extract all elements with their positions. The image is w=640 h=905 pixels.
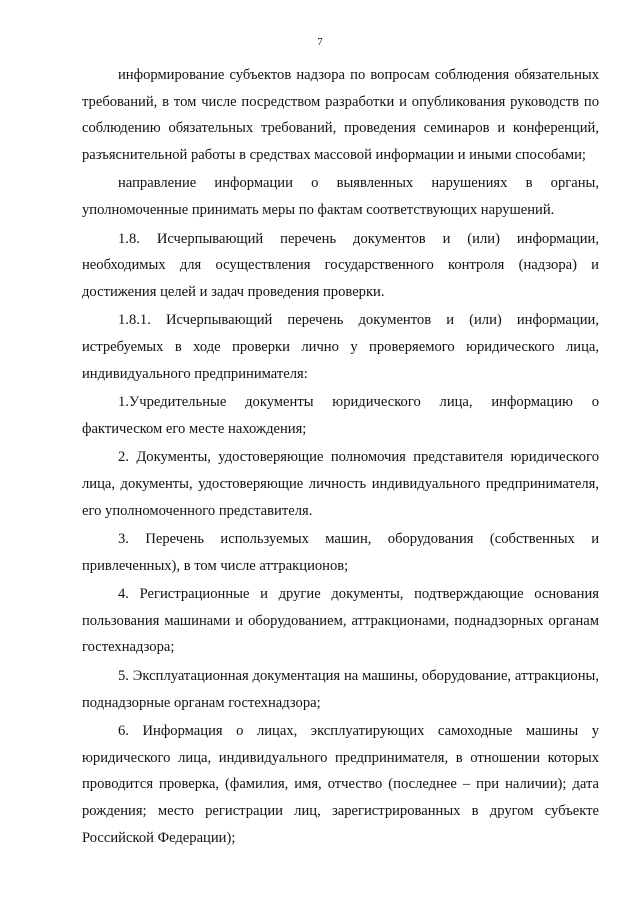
document-body [82, 62, 599, 851]
list-item-1: 1.Учредительные документы юридического лица, информацию о фактическом его месте нахождения; [82, 394, 599, 437]
list-item-2: 2. Документы, удостоверяющие полномочия представителя юридического лица, документы, удостоверяющие личность индивидуального предпринимателя, его уполномоченного представителя. [82, 449, 599, 519]
paragraph-1-8: 1.8. Исчерпывающий перечень документов и (или) информации, необходимых для осуществления государственного контроля (надзора) и достижения целей и задач проведения проверки. [82, 230, 599, 300]
paragraph-violation-info: направление информации о выявленных нарушениях в органы, уполномоченные принимать меры по фактам соответствующих нарушений. [82, 175, 599, 218]
paragraph-informing: информирование субъектов надзора по вопросам соблюдения обязательных требований, в том числе посредством разработки и опубликования руководств по соблюдению обязательных требований, проведения семинаров и конференций, разъяснительной работы в средствах массовой информации и иными способами; [82, 67, 599, 163]
paragraph-1-8-1: 1.8.1. Исчерпывающий перечень документов и (или) информации, истребуемых в ходе проверки лично у проверяемого юридического лица, индивидуального предпринимателя: [82, 312, 599, 382]
page-number: 7 [317, 36, 323, 48]
list-item-4: 4. Регистрационные и другие документы, подтверждающие основания пользования машинами и оборудованием, аттракционами, поднадзорных органам гостехнадзора; [82, 586, 599, 656]
list-item-3: 3. Перечень используемых машин, оборудования (собственных и привлеченных), в том числе аттракционов; [82, 531, 599, 574]
list-item-5: 5. Эксплуатационная документация на машины, оборудование, аттракционы, поднадзорные органам гостехнадзора; [82, 668, 599, 711]
list-item-6: 6. Информация о лицах, эксплуатирующих самоходные машины у юридического лица, индивидуального предпринимателя, в отношении которых проводится проверка, (фамилия, имя, отчество (последнее – при наличии); дата рождения; место регистрации лиц, зарегистрированных в другом субъекте Российской Федерации); [82, 723, 599, 846]
